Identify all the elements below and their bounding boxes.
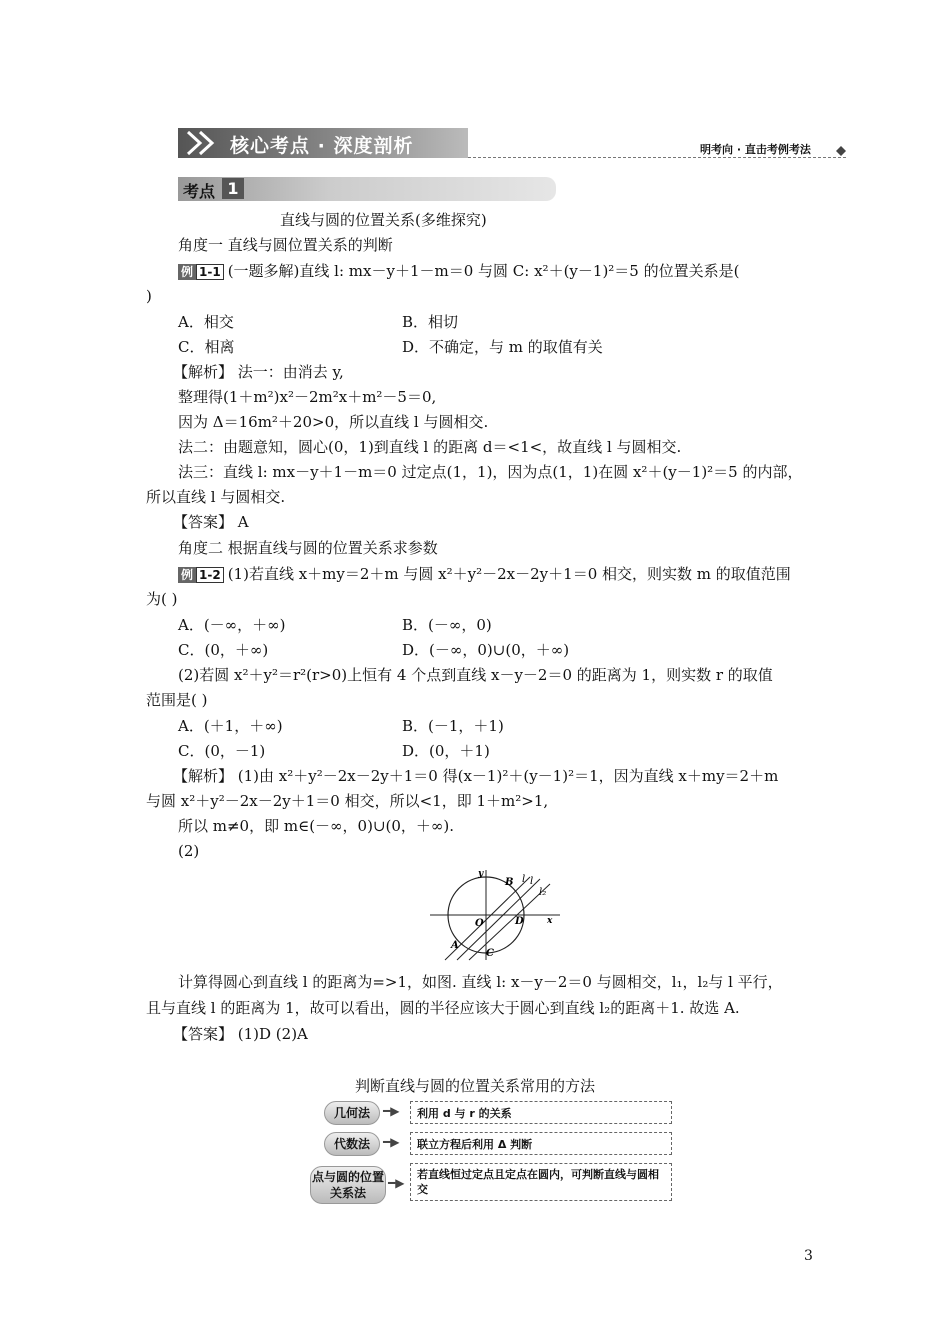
analysis-line: 计算得圆心到直线 l 的距离为=>1，如图. 直线 l: x－y－2＝0 与圆相交，l₁，l₂与 l 平行，: [178, 973, 783, 991]
option-b: B．(－1，＋1): [402, 717, 504, 735]
label-a: A: [451, 940, 459, 951]
method-desc: 若直线恒过定点且定点在圆内，可判断直线与圆相交: [410, 1163, 672, 1201]
question-text-cont: 为( ): [146, 590, 178, 608]
label-b: B: [505, 877, 514, 888]
header-right-note: 明考向 · 直击考例考法: [700, 143, 811, 156]
analysis-line: 【解析】 (1)由 x²＋y²－2x－2y＋1＝0 得(x－1)²＋(y－1)²＝1，因为直线 x＋my＝2＋m: [173, 767, 779, 785]
analysis-line: 且与直线 l 的距离为 1，故可以看出，圆的半径应该大于圆心到直线 l₂的距离＋1. 故选 A.: [146, 999, 740, 1017]
kaodian-label: 考点: [183, 182, 216, 201]
circle-line-figure: [425, 862, 565, 962]
diamond-icon: [836, 146, 846, 156]
chevron-decoration-icon: [186, 130, 226, 156]
label-c: C: [486, 948, 494, 959]
example-number: 1-1: [196, 264, 224, 280]
header-divider: [468, 157, 846, 158]
option-a: A．(－∞，＋∞): [178, 616, 286, 634]
answer: 【答案】 (1)D (2)A: [173, 1025, 308, 1043]
option-d: D．不确定，与 m 的取值有关: [402, 338, 603, 356]
question-text: (一题多解)直线 l: mx－y＋1－m＝0 与圆 C: x²＋(y－1)²＝5 的位置关系是(: [227, 262, 740, 280]
line-l: [457, 879, 540, 960]
analysis-line: 所以直线 l 与圆相交.: [146, 488, 286, 506]
question-text: (2)若圆 x²＋y²＝r²(r>0)上恒有 4 个点到直线 x－y－2＝0 的距离为 1，则实数 r 的取值: [178, 666, 773, 684]
method-name: 几何法: [324, 1101, 380, 1125]
analysis-line: 与圆 x²＋y²－2x－2y＋1＝0 相交，所以<1，即 1＋m²>1,: [146, 792, 549, 810]
option-c: C．(0，－1): [178, 742, 266, 760]
method-desc: 利用 d 与 r 的关系: [410, 1101, 672, 1124]
analysis-line: 法三：直线 l: mx－y＋1－m＝0 过定点(1，1)，因为点(1，1)在圆 x²＋(y－1)²＝5 的内部，: [178, 463, 803, 481]
option-a: A．相交: [178, 313, 234, 331]
analysis-line: 法二：由题意知，圆心(0，1)到直线 l 的距离 d＝<1<，故直线 l 与圆相交.: [178, 438, 682, 456]
question-text-cont: ): [146, 287, 152, 305]
option-b: B．(－∞，0): [402, 616, 492, 634]
label-d: D: [515, 916, 524, 927]
example-1-2: [178, 563, 791, 585]
option-c: C．(0，＋∞): [178, 641, 269, 659]
method-name: 代数法: [324, 1132, 380, 1156]
method-desc: 联立方程后利用 Δ 判断: [410, 1132, 672, 1155]
option-a: A．(＋1，＋∞): [178, 717, 283, 735]
methods-title: 判断直线与圆的位置关系常用的方法: [354, 1077, 595, 1095]
example-label: 例: [178, 567, 196, 583]
angle1-title: 角度一 直线与圆位置关系的判断: [178, 236, 393, 254]
arrow-icon: ━▶: [388, 1176, 405, 1190]
section-title: 直线与圆的位置关系(多维探究): [280, 211, 487, 229]
label-l2: l₂: [539, 887, 547, 898]
analysis-line: 所以 m≠0，即 m∈(－∞，0)∪(0，＋∞).: [178, 817, 455, 835]
example-1-1: [178, 260, 739, 282]
arrow-icon: ━▶: [383, 1104, 400, 1118]
label-l: l: [522, 874, 526, 885]
example-label: 例: [178, 264, 196, 280]
kaodian-number: 1: [222, 178, 244, 199]
option-b: B．相切: [402, 313, 459, 331]
analysis-line: 因为 Δ＝16m²＋20>0，所以直线 l 与圆相交.: [178, 413, 489, 431]
label-x: x: [547, 916, 553, 926]
option-c: C．相离: [178, 338, 235, 356]
arrow-icon: ━▶: [383, 1135, 400, 1149]
example-number: 1-2: [196, 567, 224, 583]
angle2-title: 角度二 根据直线与圆的位置关系求参数: [178, 539, 438, 557]
option-d: D．(0，＋1): [402, 742, 490, 760]
label-y: y: [478, 869, 484, 879]
option-d: D．(－∞，0)∪(0，＋∞): [402, 641, 570, 659]
label-o: O: [475, 918, 484, 929]
analysis-line: 【解析】 法一：由消去 y,: [173, 363, 344, 381]
banner-title: 核心考点 · 深度剖析: [230, 135, 414, 157]
analysis-line: 整理得(1＋m²)x²－2m²x＋m²－5＝0,: [178, 388, 437, 406]
answer: 【答案】 A: [173, 513, 249, 531]
question-text-cont: 范围是( ): [146, 691, 208, 709]
page-number: 3: [804, 1248, 813, 1264]
method-name: 点与圆的位置关系法: [310, 1166, 386, 1204]
analysis-line: (2): [178, 842, 200, 860]
label-l1: l: [530, 876, 534, 887]
question-text: (1)若直线 x＋my＝2＋m 与圆 x²＋y²－2x－2y＋1＝0 相交，则实数 m 的取值范围: [227, 565, 791, 583]
